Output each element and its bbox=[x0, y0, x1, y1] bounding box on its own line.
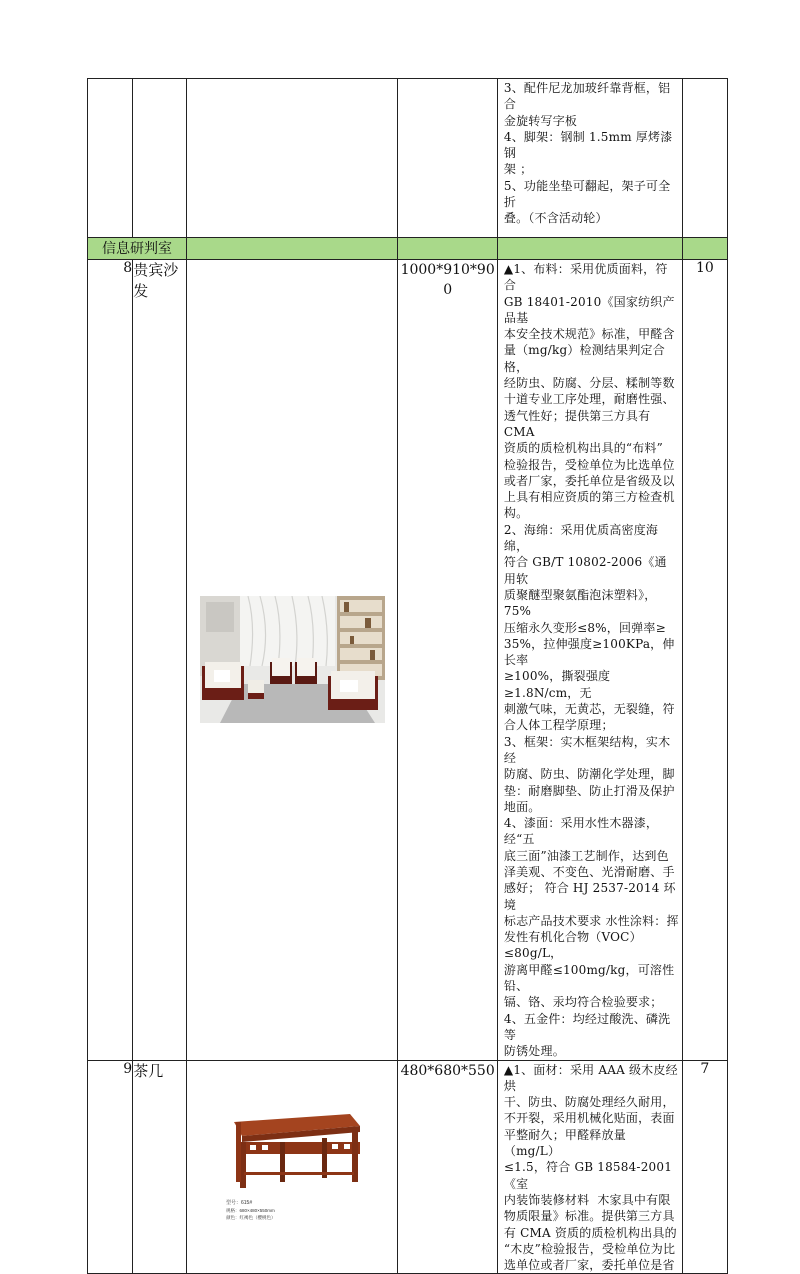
item-quantity: 7 bbox=[682, 1060, 727, 1274]
cell-no bbox=[88, 79, 133, 238]
section-cell bbox=[497, 238, 682, 260]
spec-text: ▲1、面材：采用 AAA 级木皮经烘 干、防虫、防腐处理经久耐用， 不开裂，采用机械化贴面，表面 平整耐久；甲醛释放量（mg/L） ≤1.5，符合 GB 18584-2001《室 内装饰装修材料 木家具中有限 物质限量》标准。提供第三方具 有 CMA 资质的质检机构出具的 “木皮”检验报告，受检单位为比 选单位或者厂家，委托单位是省 bbox=[503, 1062, 678, 1273]
image-caption-color: 颜色：红褐色（樱桃色） bbox=[226, 1214, 276, 1220]
item-image-cell bbox=[187, 1060, 398, 1274]
section-cell bbox=[398, 238, 497, 260]
item-name bbox=[133, 260, 187, 1061]
image-caption-model: 型号：615# bbox=[226, 1199, 253, 1206]
table-row-item-8 bbox=[88, 260, 728, 1061]
item-spec-cell bbox=[497, 260, 682, 1061]
section-label-cell bbox=[88, 238, 187, 260]
section-cell bbox=[682, 238, 727, 260]
table-row-item-9 bbox=[88, 1060, 728, 1274]
cell-qty bbox=[682, 79, 727, 238]
tea-table-photo bbox=[222, 1106, 362, 1228]
section-cell bbox=[187, 238, 398, 260]
cell-image bbox=[187, 79, 398, 238]
cell-dims bbox=[398, 79, 497, 238]
spec-text: ▲1、布料：采用优质面料，符合 GB 18401-2010《国家纺织产品基 本安全技术规范》标准，甲醛含 量（mg/kg）检测结果判定合格， 经防虫、防腐、分层、糅制等数 十道专业工序处理，耐磨性强、 透气性好；提供第三方具有 CMA 资质的质检机构出具的“布料” 检验报告，受检单位为比选单位 或者厂家，委托单位是省级及以 上具有相应资质的第三方检查机 构。 2、海绵：采用优质高密度海绵， 符合 GB/T 10802-2006《通用软 质聚醚型聚氨酯泡沫塑料》，75% 压缩永久变形≤8%，回弹率≥ 35%，拉伸强度≥100KPa，伸长率 ≥100%，撕裂强度≥1.8N/cm，无 刺激气味，无黄芯，无裂缝，符 合人体工程学原理； 3、框架：实木框架结构，实木经 防腐、防虫、防潮化学处理，脚 垫：耐磨脚垫、防止打滑及保护 地面。 4、漆面：采用水性木器漆，经“五 底三面”油漆工艺制作，达到色 泽美观、不变色、光滑耐磨、手 感好； 符合 HJ 2537-2014 环境 标志产品技术要求 水性涂料：挥 发性有机化合物（VOC）≤80g/L， 游离甲醛≤100mg/kg，可溶性铅、 镉、铬、汞均符合检验要求； 4、五金件：均经过酸洗、磷洗等 防锈处理。 bbox=[503, 262, 679, 1059]
item-dimensions: 480*680*550 bbox=[398, 1060, 497, 1274]
item-quantity: 10 bbox=[682, 260, 727, 1061]
section-label: 信息研判室 bbox=[102, 241, 172, 257]
sofa-photo bbox=[200, 596, 385, 723]
table-row-continued bbox=[88, 79, 728, 238]
item-image-cell bbox=[187, 260, 398, 1061]
item-number: 8 bbox=[88, 260, 133, 1061]
spec-text: 3、配件尼龙加玻纤靠背框，铝合 金旋转写字板 4、脚架：钢制 1.5mm 厚烤漆钢 架 ； 5、功能坐垫可翻起，架子可全折 叠。（不含活动轮） bbox=[503, 81, 673, 226]
item-name-text: 贵宾沙 发 bbox=[133, 261, 179, 300]
item-dimensions-text: 1000*910*90 0 bbox=[400, 262, 495, 298]
section-row bbox=[88, 238, 728, 260]
item-number: 9 bbox=[88, 1060, 133, 1274]
item-spec-cell bbox=[497, 1060, 682, 1274]
specification-table bbox=[87, 78, 728, 1274]
item-dimensions bbox=[398, 260, 497, 1061]
cell-name bbox=[133, 79, 187, 238]
item-name: 茶几 bbox=[133, 1060, 187, 1274]
image-caption-size: 规格：680×480×550mm bbox=[226, 1207, 276, 1213]
cell-spec bbox=[497, 79, 682, 238]
